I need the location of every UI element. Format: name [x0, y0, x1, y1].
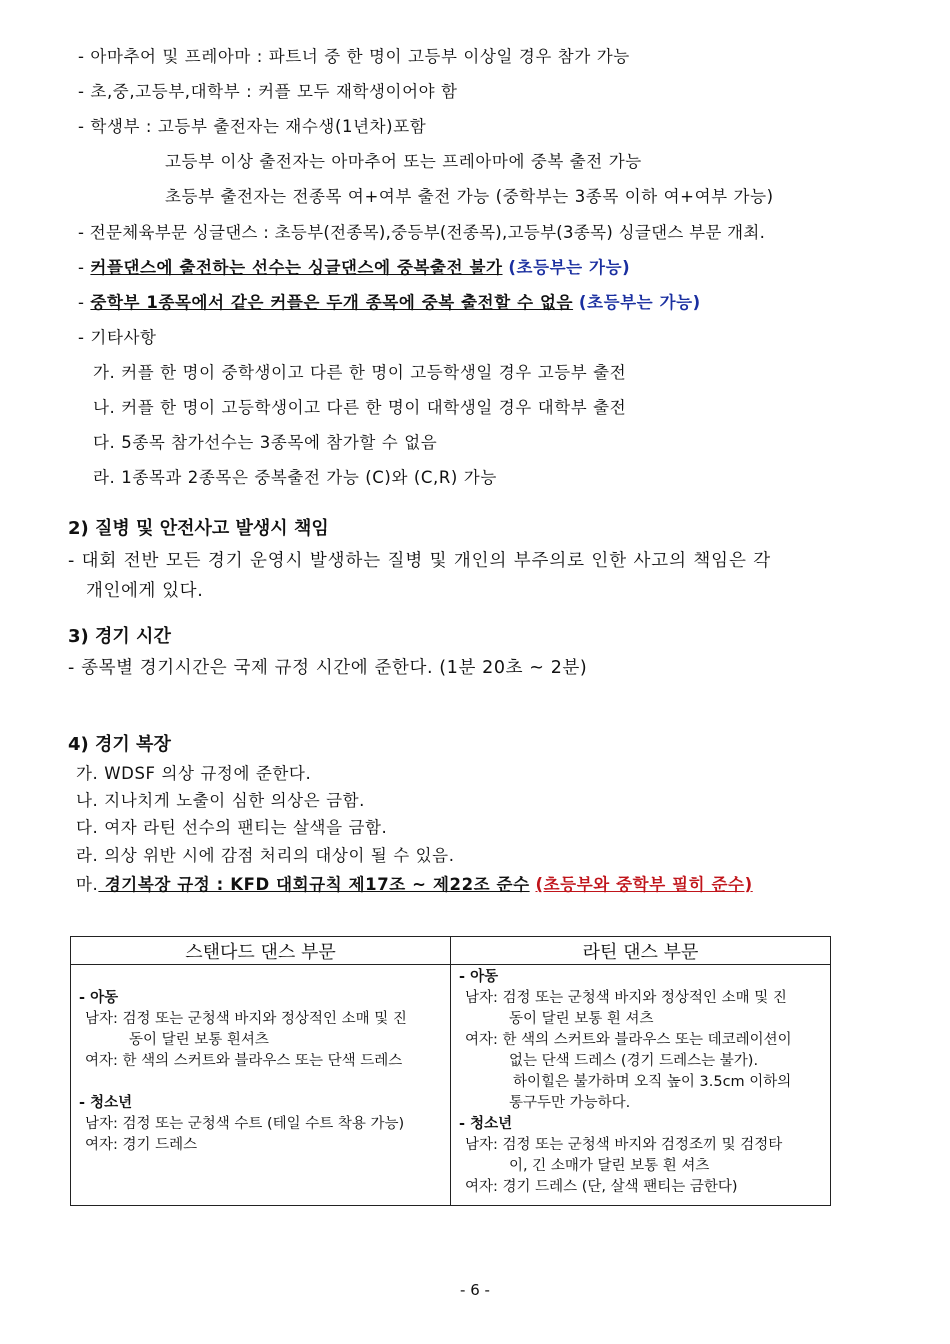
rule-emphasis: 경기복장 규정 : KFD 대회규칙 제17조 ~ 제22조 준수: [98, 875, 530, 894]
rule-amateur: - 아마추어 및 프레아마 : 파트너 중 한 명이 고등부 이상일 경우 참가 가능: [78, 47, 630, 66]
rule-couple-single: [78, 257, 630, 279]
latin-youth-male: 남자: 검정 또는 군청색 바지와 검정조끼 및 검정타: [465, 1137, 783, 1153]
attire-table: [70, 936, 831, 1206]
std-kids-male-cont: 동이 달린 보통 흰셔츠: [129, 1032, 269, 1048]
section-2-text-cont: 개인에게 있다.: [86, 581, 204, 601]
rule-other-a: 가. 커플 한 명이 중학생이고 다른 한 명이 고등학생일 경우 고등부 출전: [93, 363, 627, 382]
rule-prefix: -: [78, 258, 91, 277]
rule-other-b: 나. 커플 한 명이 고등학생이고 다른 한 명이 대학생일 경우 대학부 출전: [93, 398, 627, 417]
latin-kids-title: - 아동: [459, 969, 499, 985]
std-kids-female: 여자: 한 색의 스커트와 블라우스 또는 단색 드레스: [85, 1053, 403, 1069]
rule-other-c: 다. 5종목 참가선수는 3종목에 참가할 수 없음: [93, 433, 438, 452]
latin-kids-female-cont: 없는 단색 드레스 (경기 드레스는 불가).: [509, 1053, 759, 1069]
latin-cell: [451, 965, 831, 1206]
latin-kids-female-shoes-cont: 통구두만 가능하다.: [509, 1095, 631, 1111]
latin-kids-female-shoes: 하이힐은 불가하며 오직 높이 3.5cm 이하의: [513, 1074, 792, 1090]
section-2-title: 2) 질병 및 안전사고 발생시 책임: [68, 518, 329, 539]
latin-youth-title: - 청소년: [459, 1116, 513, 1132]
rule-students: - 초,중,고등부,대학부 : 커플 모두 재학생이어야 함: [78, 82, 458, 101]
latin-youth-male-cont: 이, 긴 소매가 달린 보통 흰 셔츠: [509, 1158, 710, 1174]
section-4-title: 4) 경기 복장: [68, 734, 171, 755]
standard-header: 스탠다드 댄스 부문: [71, 937, 451, 965]
rule-note: (초등부는 가능): [578, 293, 701, 312]
section-2-text: - 대회 전반 모든 경기 운영시 발생하는 질병 및 개인의 부주의로 인한 사고의 책임은 각: [68, 551, 772, 571]
std-youth-female: 여자: 경기 드레스: [85, 1137, 198, 1153]
rule-emphasis: 중학부 1종목에서 같은 커플은 두개 종목에 중복 출전할 수 없음: [90, 293, 574, 312]
rule-student-division: - 학생부 : 고등부 출전자는 재수생(1년차)포함: [78, 117, 427, 136]
rule-prefix: -: [78, 293, 91, 312]
latin-youth-female: 여자: 경기 드레스 (단, 살색 팬티는 금한다): [465, 1179, 738, 1195]
rule-note: (초등부와 중학부 필히 준수): [535, 875, 753, 894]
std-kids-title: - 아동: [79, 990, 119, 1006]
rule-prefix: 마.: [76, 875, 99, 894]
table-header-row: [71, 937, 831, 965]
rule-middle-school: [78, 292, 701, 314]
section-3-text: - 종목별 경기시간은 국제 규정 시간에 준한다. (1분 20초 ~ 2분): [68, 658, 588, 678]
attire-rule-d: 라. 의상 위반 시에 감점 처리의 대상이 될 수 있음.: [76, 846, 455, 865]
std-youth-title: - 청소년: [79, 1095, 133, 1111]
latin-kids-female: 여자: 한 색의 스커트와 블라우스 또는 데코레이션이: [465, 1032, 792, 1048]
rule-other-d: 라. 1종목과 2종목은 중복출전 가능 (C)와 (C,R) 가능: [93, 468, 497, 487]
attire-rule-a: 가. WDSF 의상 규정에 준한다.: [76, 764, 312, 783]
latin-header: 라틴 댄스 부문: [451, 937, 831, 965]
std-kids-male: 남자: 검정 또는 군청색 바지와 정상적인 소매 및 진: [85, 1011, 407, 1027]
table-row: [71, 965, 831, 1206]
latin-kids-male-cont: 동이 달린 보통 흰 셔츠: [509, 1011, 654, 1027]
rule-note: (초등부는 가능): [508, 258, 631, 277]
page-number: - 6 -: [460, 1281, 490, 1299]
rule-other: - 기타사항: [78, 328, 157, 347]
standard-cell: [71, 965, 451, 1206]
latin-kids-male: 남자: 검정 또는 군청색 바지와 정상적인 소매 및 진: [465, 990, 787, 1006]
attire-rule-c: 다. 여자 라틴 선수의 팬티는 살색을 금함.: [76, 818, 388, 837]
rule-elementary: 초등부 출전자는 전종목 여+여부 출전 가능 (중학부는 3종목 이하 여+여부 가능): [165, 187, 774, 206]
attire-rule-b: 나. 지나치게 노출이 심한 의상은 금함.: [76, 791, 365, 810]
attire-rule-e: [76, 874, 753, 896]
section-3-title: 3) 경기 시간: [68, 626, 171, 647]
std-youth-male: 남자: 검정 또는 군청색 수트 (테일 수트 착용 가능): [85, 1116, 405, 1132]
rule-emphasis: 커플댄스에 출전하는 선수는 싱글댄스에 중복출전 불가: [90, 258, 503, 277]
rule-high-school: 고등부 이상 출전자는 아마추어 또는 프레아마에 중복 출전 가능: [165, 152, 642, 171]
rule-single-dance: - 전문체육부문 싱글댄스 : 초등부(전종목),중등부(전종목),고등부(3종목) 싱글댄스 부문 개최.: [78, 223, 766, 242]
